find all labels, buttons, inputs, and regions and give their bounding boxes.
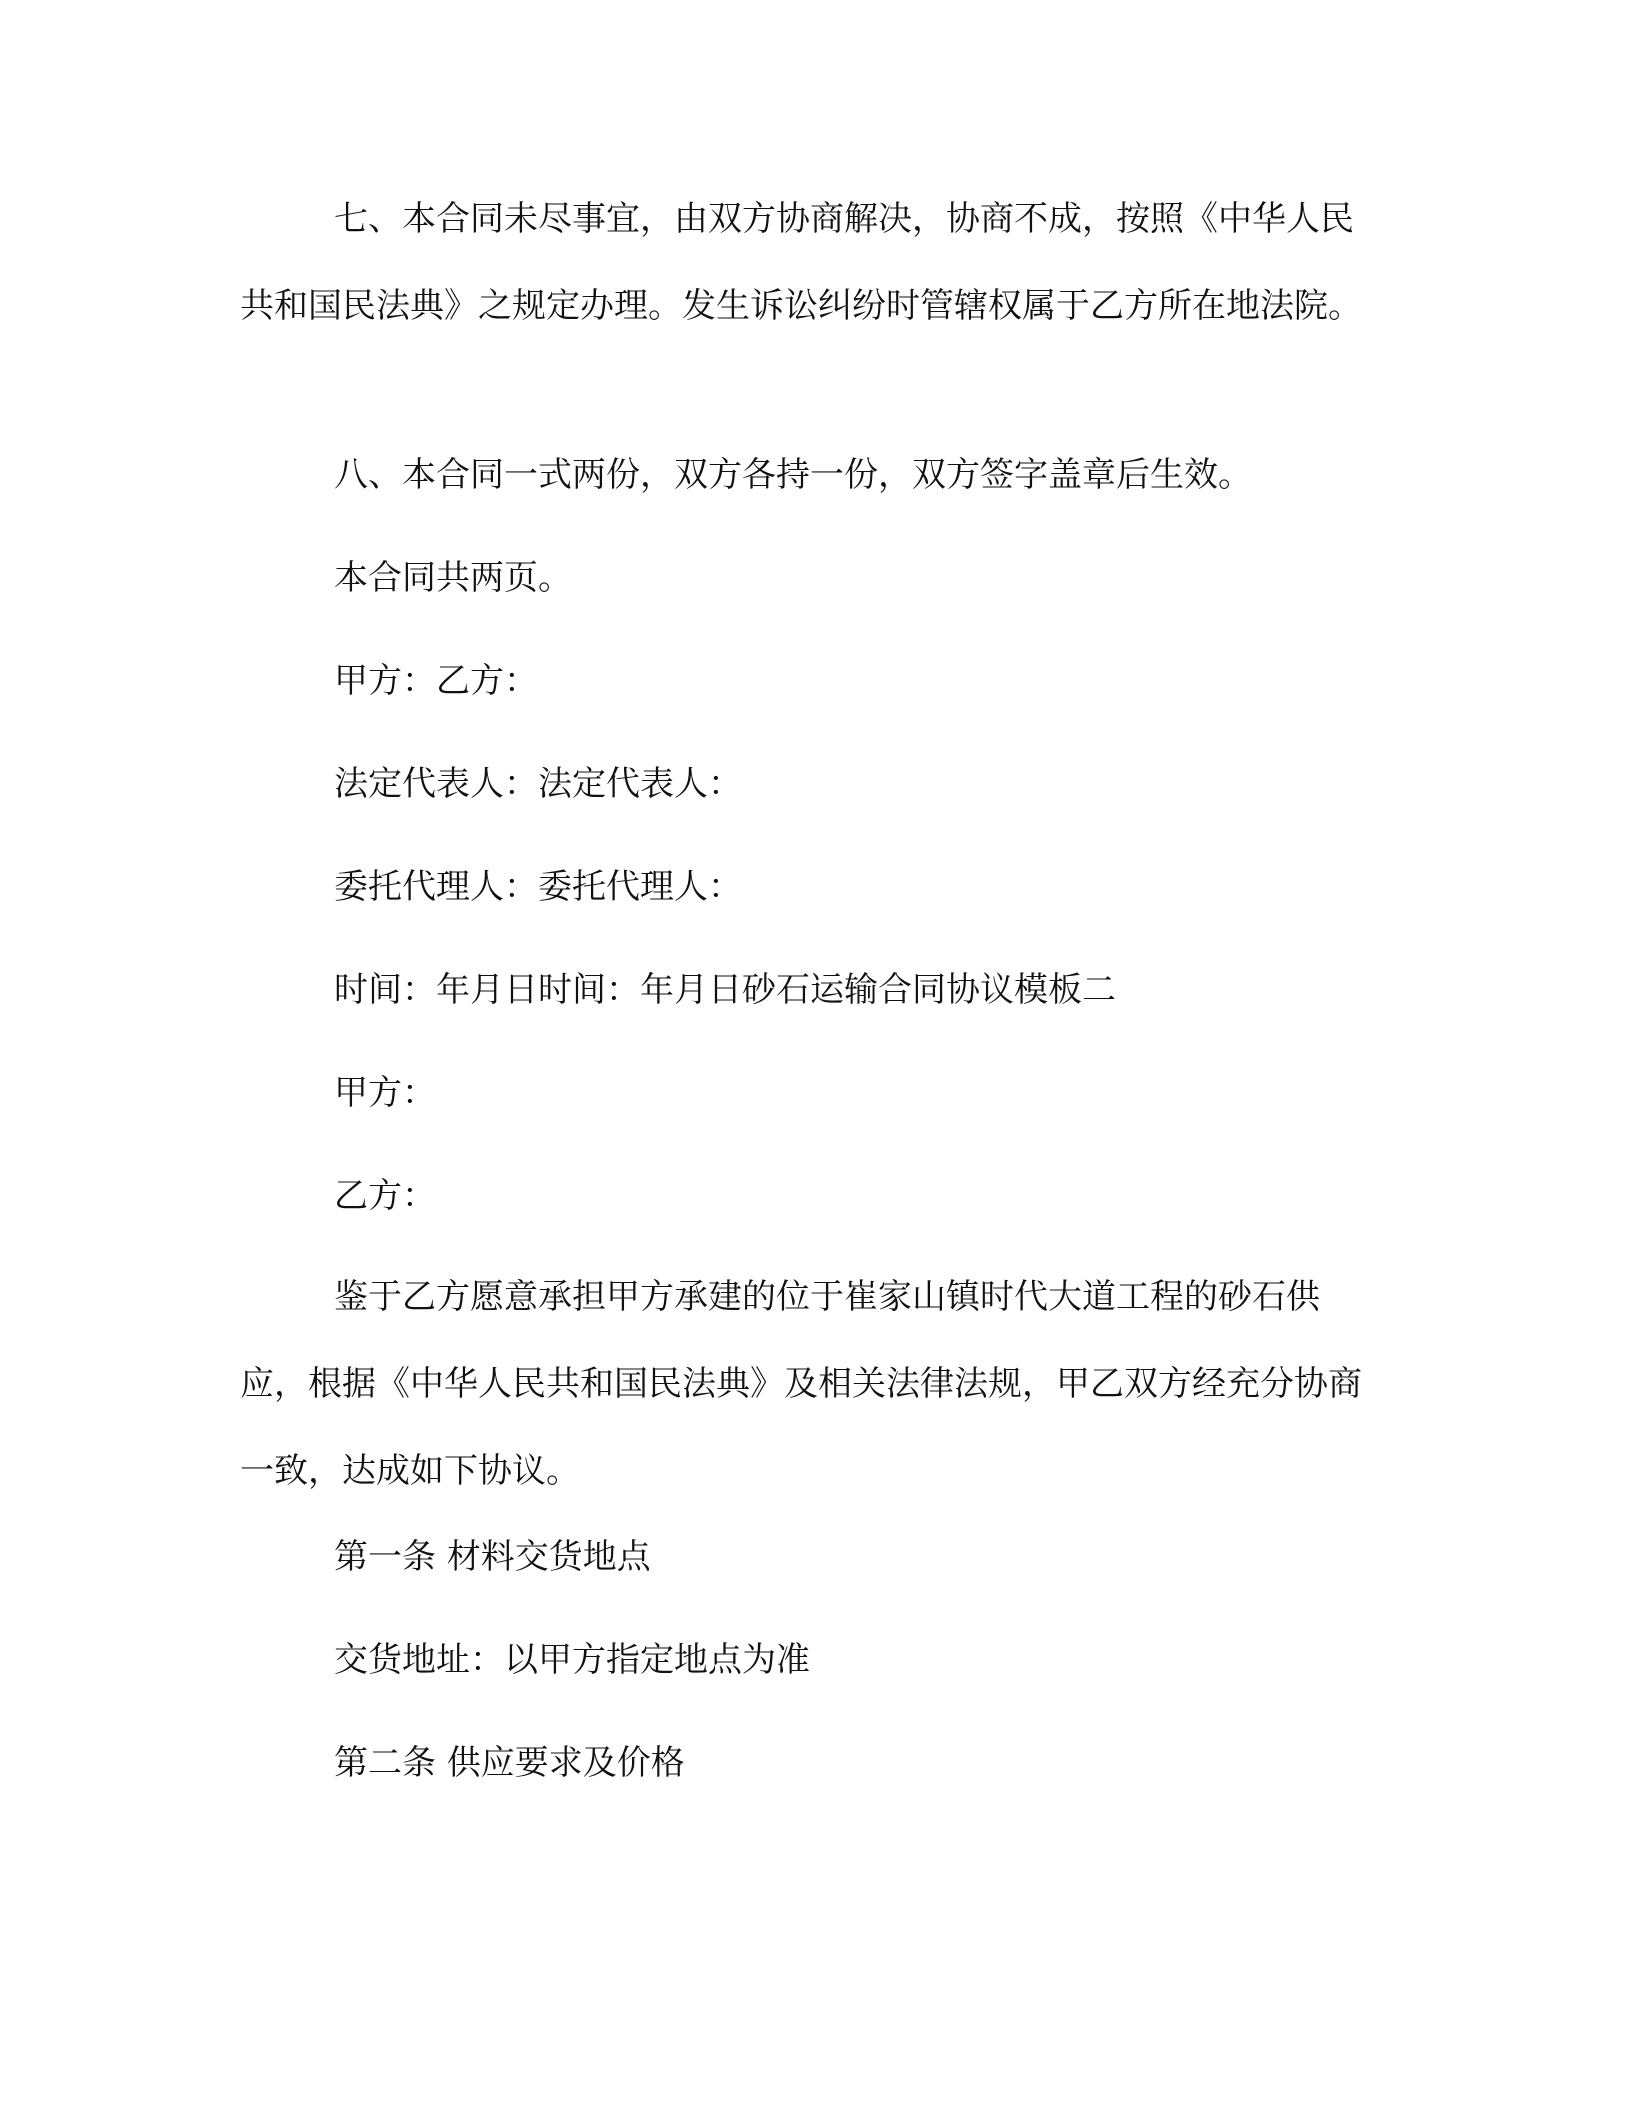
paragraph-page-count: 本合同共两页。 [334,558,572,598]
paragraph-clause-7: 七、本合同未尽事宜，由双方协商解决，协商不成，按照《中华人民共和国民法典》之规定办理。发生诉讼纠纷时管辖权属于乙方所在地法院。 [240,199,1362,326]
signature-agent-line: 委托代理人：委托代理人： [334,867,742,907]
party-a-label: 甲方： [334,1073,436,1113]
signature-party-line: 甲方：乙方： [334,661,538,701]
article-1-heading: 第一条 材料交货地点 [334,1537,651,1577]
article-2-heading: 第二条 供应要求及价格 [334,1743,685,1783]
party-b-label: 乙方： [334,1176,436,1216]
paragraph-preamble: 鉴于乙方愿意承担甲方承建的位于崔家山镇时代大道工程的砂石供应，根据《中华人民共和国民法典》及相关法律法规，甲乙双方经充分协商一致，达成如下协议。 [240,1277,1362,1491]
signature-date-and-template-title: 时间：年月日时间：年月日砂石运输合同协议模板二 [334,970,1116,1010]
signature-legal-rep-line: 法定代表人：法定代表人： [334,764,742,804]
delivery-address-line: 交货地址：以甲方指定地点为准 [334,1640,810,1680]
paragraph-clause-8: 八、本合同一式两份，双方各持一份，双方签字盖章后生效。 [334,455,1252,495]
